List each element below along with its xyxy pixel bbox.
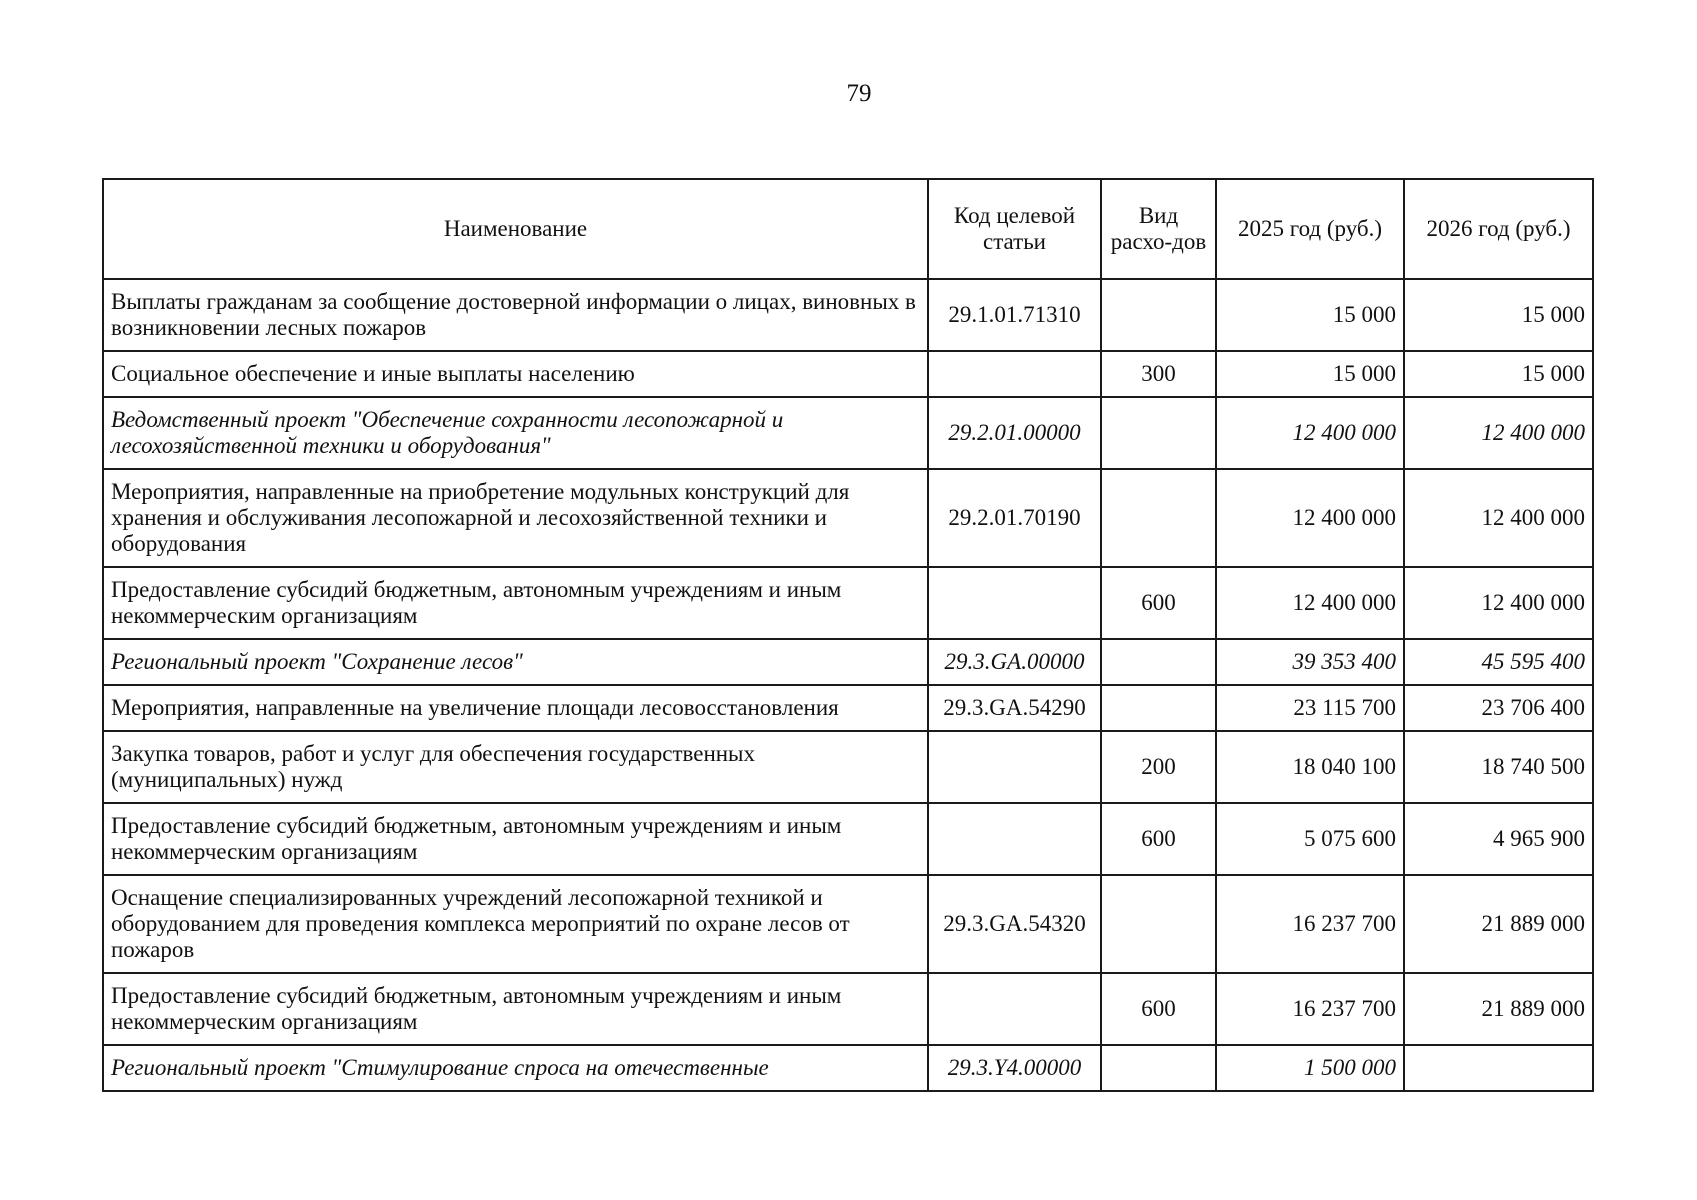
row-expense-type <box>1101 685 1216 731</box>
row-expense-type: 600 <box>1101 973 1216 1045</box>
row-expense-type <box>1101 469 1216 567</box>
budget-table <box>102 178 1594 1092</box>
row-code: 29.3.GA.54320 <box>928 875 1101 973</box>
row-expense-type <box>1101 279 1216 351</box>
row-code <box>928 973 1101 1045</box>
table-row <box>103 731 1593 803</box>
row-code: 29.3.Y4.00000 <box>928 1045 1101 1091</box>
header-expense-type: Вид расхо-дов <box>1101 179 1216 279</box>
row-expense-type <box>1101 1045 1216 1091</box>
header-year-2026: 2026 год (руб.) <box>1404 179 1593 279</box>
row-name: Предоставление субсидий бюджетным, автономным учреждениям и иным некоммерческим организациям <box>103 973 928 1045</box>
row-value-2025: 15 000 <box>1216 351 1404 397</box>
row-value-2025: 16 237 700 <box>1216 973 1404 1045</box>
row-code: 29.2.01.00000 <box>928 397 1101 469</box>
row-name: Закупка товаров, работ и услуг для обеспечения государственных (муниципальных) нужд <box>103 731 928 803</box>
row-value-2025: 23 115 700 <box>1216 685 1404 731</box>
row-expense-type <box>1101 875 1216 973</box>
table-row <box>103 469 1593 567</box>
table-row <box>103 567 1593 639</box>
row-expense-type <box>1101 639 1216 685</box>
row-value-2026 <box>1404 1045 1593 1091</box>
row-name: Ведомственный проект "Обеспечение сохранности лесопожарной и лесохозяйственной техники и оборудования" <box>103 397 928 469</box>
row-name: Предоставление субсидий бюджетным, автономным учреждениям и иным некоммерческим организациям <box>103 803 928 875</box>
row-name: Предоставление субсидий бюджетным, автономным учреждениям и иным некоммерческим организациям <box>103 567 928 639</box>
row-expense-type: 200 <box>1101 731 1216 803</box>
row-value-2026: 12 400 000 <box>1404 567 1593 639</box>
header-name: Наименование <box>103 179 928 279</box>
row-code: 29.3.GA.00000 <box>928 639 1101 685</box>
table-row <box>103 803 1593 875</box>
row-value-2025: 5 075 600 <box>1216 803 1404 875</box>
row-name: Региональный проект "Стимулирование спроса на отечественные <box>103 1045 928 1091</box>
row-value-2025: 15 000 <box>1216 279 1404 351</box>
row-value-2025: 12 400 000 <box>1216 397 1404 469</box>
row-code <box>928 731 1101 803</box>
row-value-2025: 39 353 400 <box>1216 639 1404 685</box>
row-name: Социальное обеспечение и иные выплаты населению <box>103 351 928 397</box>
row-value-2026: 4 965 900 <box>1404 803 1593 875</box>
row-name: Выплаты гражданам за сообщение достоверной информации о лицах, виновных в возникновении лесных пожаров <box>103 279 928 351</box>
table-row <box>103 639 1593 685</box>
row-name: Оснащение специализированных учреждений лесопожарной техникой и оборудованием для проведения комплекса мероприятий по охране лесов от пожаров <box>103 875 928 973</box>
row-name: Региональный проект "Сохранение лесов" <box>103 639 928 685</box>
table-row <box>103 279 1593 351</box>
row-value-2025: 18 040 100 <box>1216 731 1404 803</box>
row-expense-type: 600 <box>1101 803 1216 875</box>
table-row <box>103 351 1593 397</box>
page-number: 79 <box>846 80 872 107</box>
row-value-2026: 12 400 000 <box>1404 397 1593 469</box>
row-expense-type: 600 <box>1101 567 1216 639</box>
row-value-2026: 15 000 <box>1404 279 1593 351</box>
row-value-2026: 18 740 500 <box>1404 731 1593 803</box>
row-expense-type <box>1101 397 1216 469</box>
table-row <box>103 973 1593 1045</box>
row-expense-type: 300 <box>1101 351 1216 397</box>
row-code: 29.2.01.70190 <box>928 469 1101 567</box>
row-value-2026: 21 889 000 <box>1404 973 1593 1045</box>
row-value-2026: 21 889 000 <box>1404 875 1593 973</box>
row-name: Мероприятия, направленные на приобретение модульных конструкций для хранения и обслуживания лесопожарной и лесохозяйственной техники и оборудования <box>103 469 928 567</box>
row-value-2026: 23 706 400 <box>1404 685 1593 731</box>
row-value-2025: 1 500 000 <box>1216 1045 1404 1091</box>
table-row <box>103 875 1593 973</box>
table-row <box>103 1045 1593 1091</box>
header-code: Код целевой статьи <box>928 179 1101 279</box>
row-value-2026: 15 000 <box>1404 351 1593 397</box>
header-year-2025: 2025 год (руб.) <box>1216 179 1404 279</box>
table-row <box>103 685 1593 731</box>
row-code <box>928 351 1101 397</box>
row-value-2025: 12 400 000 <box>1216 469 1404 567</box>
row-name: Мероприятия, направленные на увеличение площади лесовосстановления <box>103 685 928 731</box>
row-code <box>928 803 1101 875</box>
table-header-row <box>103 179 1593 279</box>
row-code: 29.1.01.71310 <box>928 279 1101 351</box>
row-code <box>928 567 1101 639</box>
row-code: 29.3.GA.54290 <box>928 685 1101 731</box>
table-row <box>103 397 1593 469</box>
row-value-2025: 16 237 700 <box>1216 875 1404 973</box>
row-value-2026: 45 595 400 <box>1404 639 1593 685</box>
row-value-2026: 12 400 000 <box>1404 469 1593 567</box>
row-value-2025: 12 400 000 <box>1216 567 1404 639</box>
